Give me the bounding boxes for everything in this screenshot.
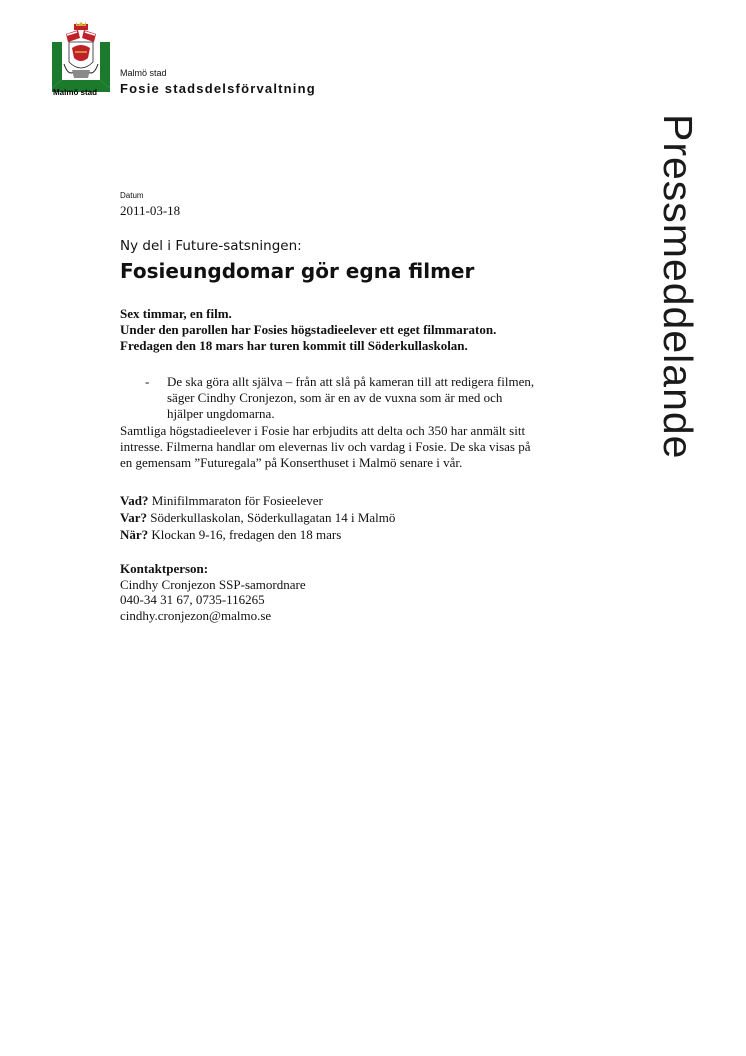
press-release-label: Pressmeddelande [655,114,701,460]
fact-label: Var? [120,510,147,525]
fact-when [120,526,590,543]
lead-line: Sex timmar, en film. [120,306,232,321]
date-value: 2011-03-18 [120,203,181,218]
logo-caption: Malmö stad [53,88,98,97]
fact-where [120,509,590,526]
fact-label: När? [120,527,149,542]
lead-paragraph [120,306,590,354]
quote-line: säger Cindhy Cronjezon, som är en av de vuxna som är med och [167,390,503,405]
body-line: en gemensam ”Futuregala” på Konserthuset i Malmö senare i vår. [120,455,463,470]
lead-line: Under den parollen har Fosies högstadieelever ett eget filmmaraton. [120,322,497,337]
quote-text [167,374,590,422]
contact-name: Cindhy Cronjezon SSP-samordnare [120,576,306,592]
coat-of-arms-icon [64,22,98,78]
date-label: Datum [120,191,144,200]
org-name: Fosie stadsdelsförvaltning [120,81,316,96]
contact-phone: 040-34 31 67, 0735-116265 [120,592,265,607]
fact-value: Söderkullaskolan, Söderkullagatan 14 i Malmö [146,510,396,525]
contact-title: Kontaktperson: [120,561,209,576]
body-line: intresse. Filmerna handlar om elevernas liv och vardag i Fosie. De ska visas på [120,439,531,454]
kicker: Ny del i Future-satsningen: [120,238,302,254]
contact-block [120,561,590,623]
org-city: Malmö stad [120,68,167,78]
quote-line: hjälper ungdomarna. [167,406,275,421]
malmo-stad-logo [52,22,110,98]
body-line: Samtliga högstadieelever i Fosie har erbjudits att delta och 350 har anmält sitt [120,423,526,438]
quote-paragraph [145,374,590,422]
fact-label: Vad? [120,493,149,508]
body-paragraph [120,423,590,471]
fact-value: Minifilmmaraton för Fosieelever [148,493,323,508]
quote-dash: - [145,374,150,389]
quote-line: De ska göra allt själva – från att slå på kameran till att redigera filmen, [167,374,535,389]
contact-email: cindhy.cronjezon@malmo.se [120,607,272,623]
fact-what [120,492,590,509]
fact-value: Klockan 9-16, fredagen den 18 mars [148,527,342,542]
headline: Fosieungdomar gör egna filmer [120,259,475,283]
lead-line: Fredagen den 18 mars har turen kommit till Söderkullaskolan. [120,338,468,353]
event-facts [120,492,590,543]
